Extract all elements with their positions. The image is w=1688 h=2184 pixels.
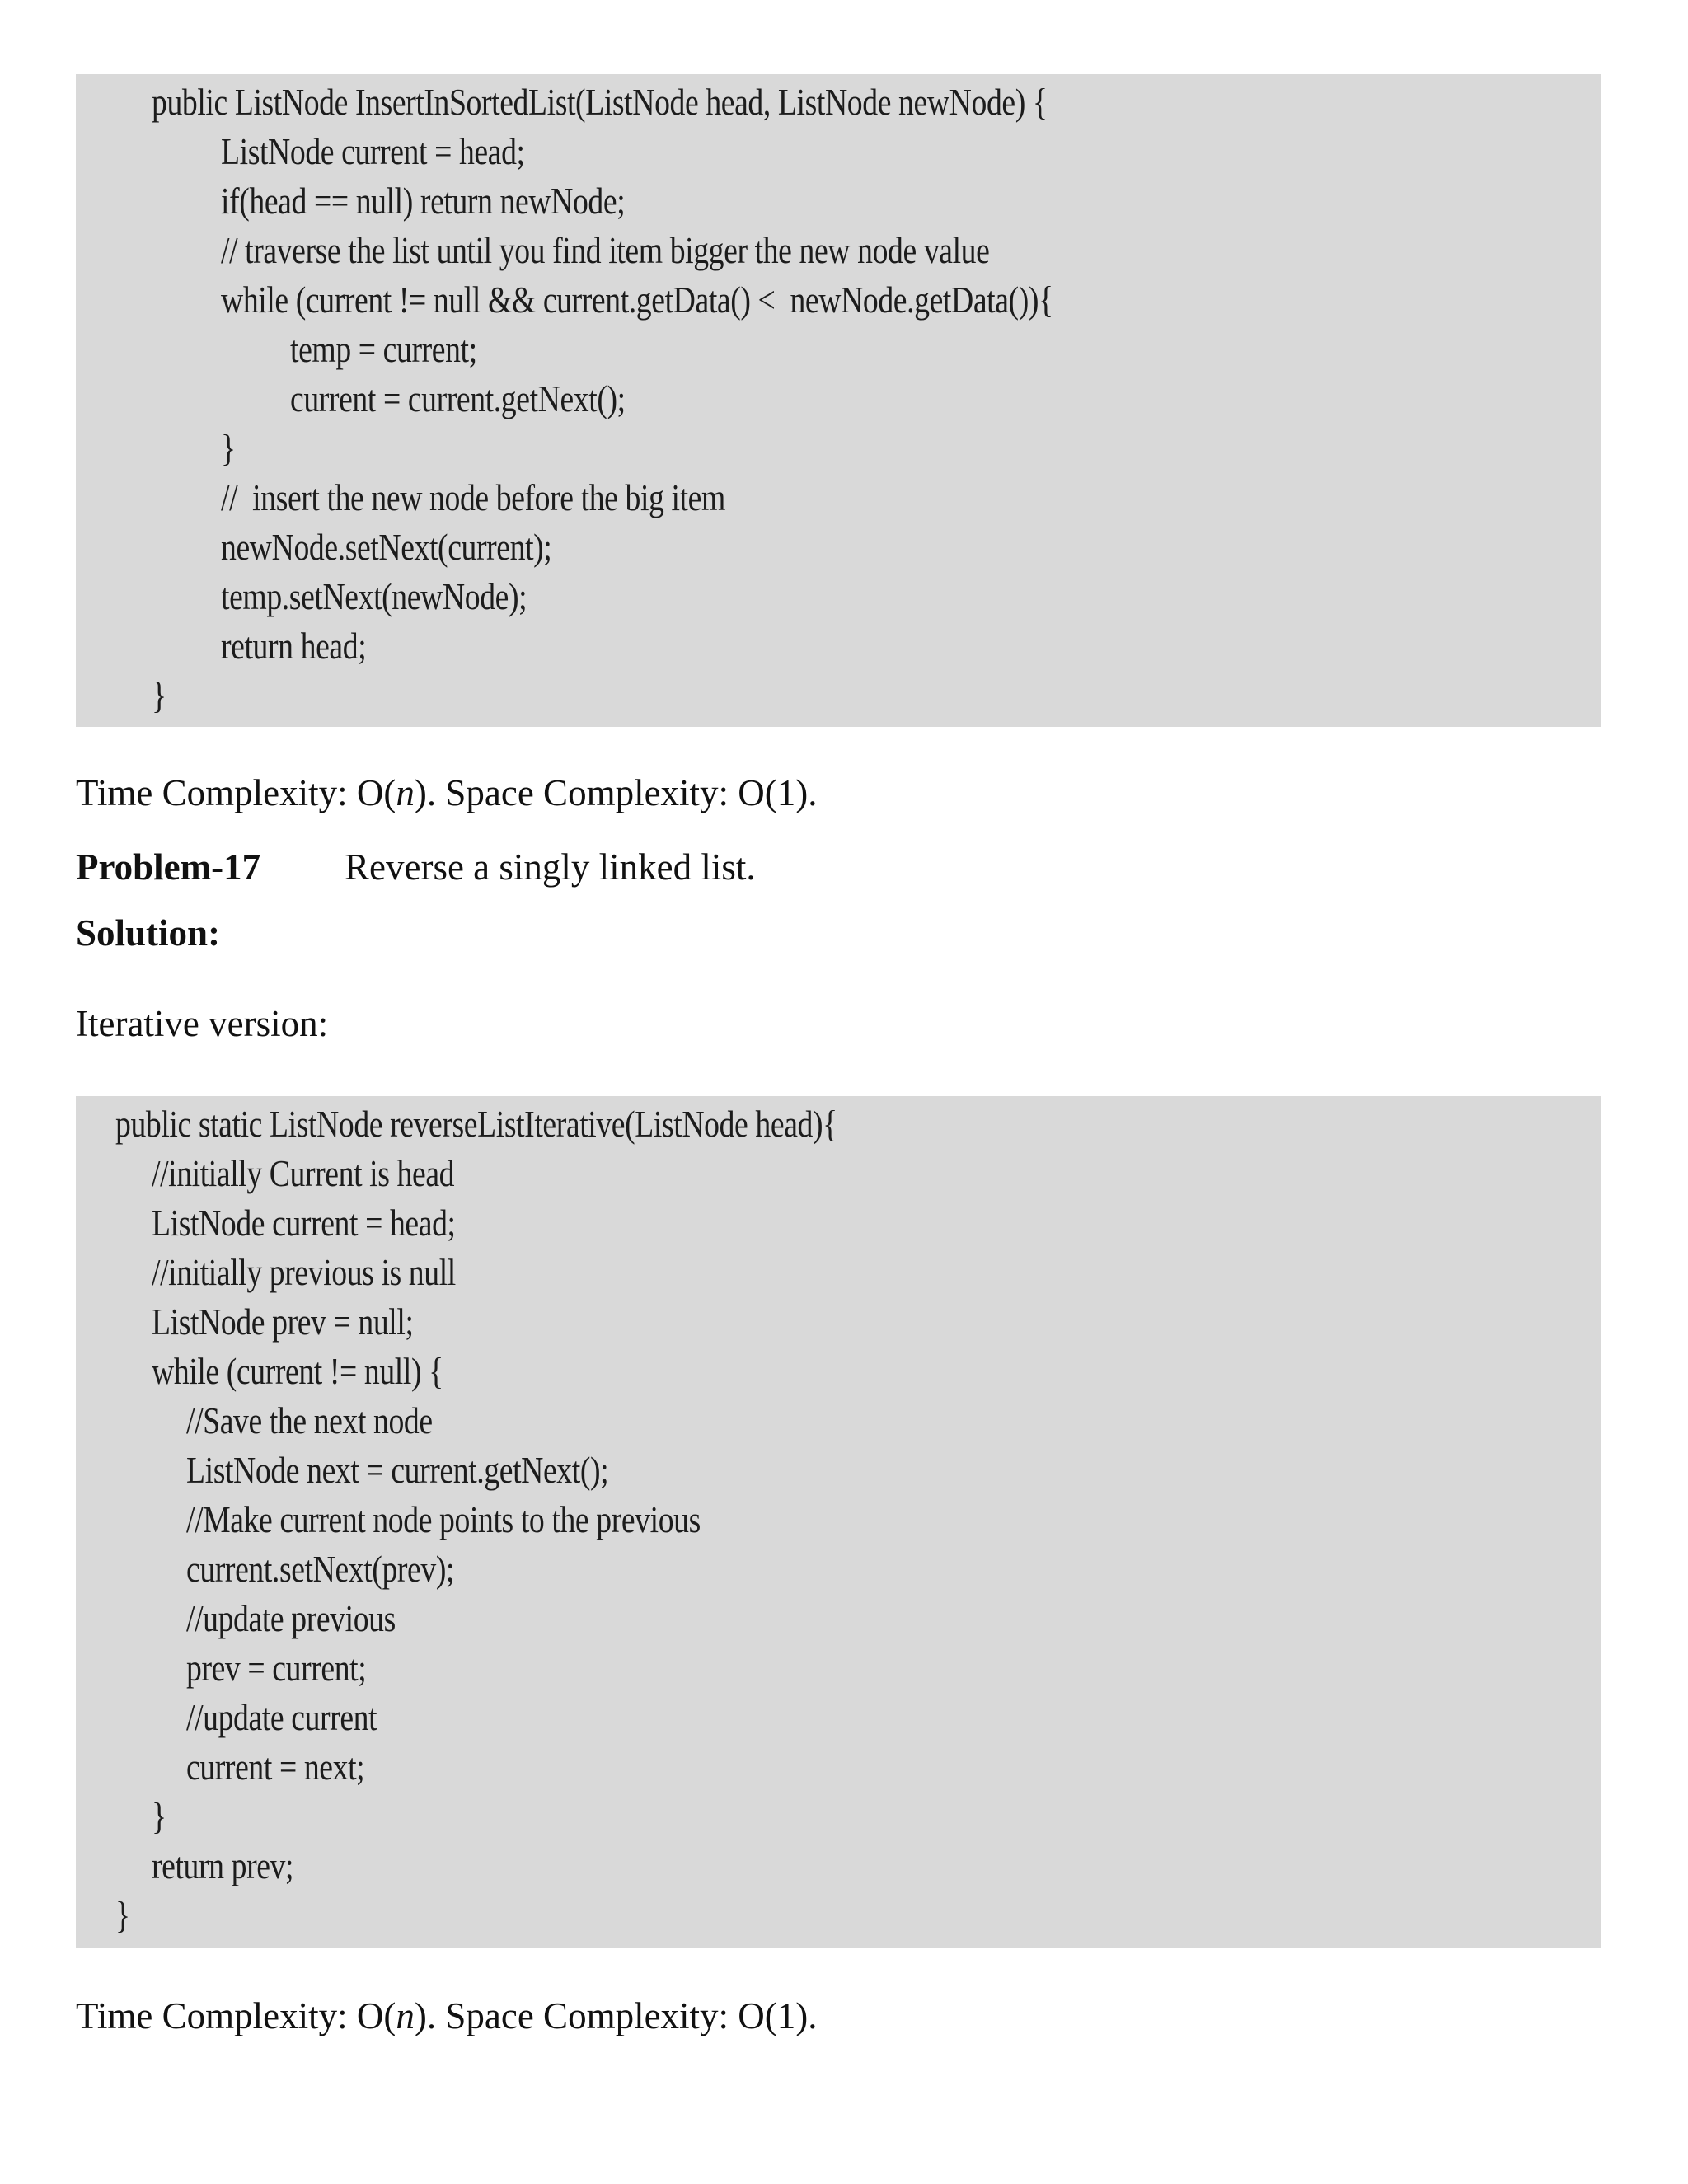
code-line: return prev; xyxy=(152,1844,294,1886)
code-line: //initially previous is null xyxy=(152,1251,456,1293)
code-block-reverse-iterative xyxy=(76,1096,1601,1948)
code-line: current = current.getNext(); xyxy=(290,377,626,419)
code-line: if(head == null) return newNode; xyxy=(221,180,626,222)
code-line: prev = current; xyxy=(186,1647,367,1689)
problem-text: Reverse a singly linked list. xyxy=(345,846,756,888)
code-line: //initially Current is head xyxy=(152,1152,455,1194)
code-line: ListNode next = current.getNext(); xyxy=(186,1449,609,1491)
iterative-label: Iterative version: xyxy=(76,1003,329,1044)
code-line: // traverse the list until you find item bigger the new node value xyxy=(221,229,990,271)
code-line: temp.setNext(newNode); xyxy=(221,575,528,617)
code-line: newNode.setNext(current); xyxy=(221,526,552,568)
problem-label: Problem-17 xyxy=(76,846,261,888)
code-line: public ListNode InsertInSortedList(ListNode head, ListNode newNode) { xyxy=(152,81,1048,123)
code-line: while (current != null) { xyxy=(152,1350,443,1392)
complexity-line-1 xyxy=(76,768,818,818)
code-line: //Make current node points to the previous xyxy=(186,1498,701,1540)
code-line: ListNode prev = null; xyxy=(152,1301,414,1343)
code-line: //update previous xyxy=(186,1597,396,1639)
code-line: } xyxy=(221,427,236,469)
solution-label: Solution: xyxy=(76,912,221,954)
complexity-variable: n xyxy=(396,772,415,813)
code-line: while (current != null && current.getData() < newNode.getData()){ xyxy=(221,279,1053,321)
complexity-line-2 xyxy=(76,1991,818,2041)
code-line: //Save the next node xyxy=(186,1399,433,1441)
code-line: ListNode current = head; xyxy=(152,1202,456,1244)
code-line: //update current xyxy=(186,1696,377,1738)
code-line: } xyxy=(152,674,166,716)
complexity-variable: n xyxy=(396,1995,415,2036)
complexity-text: Time Complexity: O( xyxy=(76,772,396,813)
code-line: current.setNext(prev); xyxy=(186,1548,455,1590)
code-block-insert-sorted xyxy=(76,74,1601,727)
complexity-text: ). Space Complexity: O(1). xyxy=(414,1995,818,2036)
complexity-text: Time Complexity: O( xyxy=(76,1995,396,2036)
code-line: ListNode current = head; xyxy=(221,130,525,172)
code-line: temp = current; xyxy=(290,328,477,370)
code-line: return head; xyxy=(221,625,367,667)
code-line: } xyxy=(115,1894,130,1936)
code-line: public static ListNode reverseListIterative(ListNode head){ xyxy=(115,1103,837,1145)
code-line: } xyxy=(152,1795,166,1837)
code-line: current = next; xyxy=(186,1746,365,1788)
code-line: // insert the new node before the big item xyxy=(221,476,725,518)
complexity-text: ). Space Complexity: O(1). xyxy=(414,772,818,813)
